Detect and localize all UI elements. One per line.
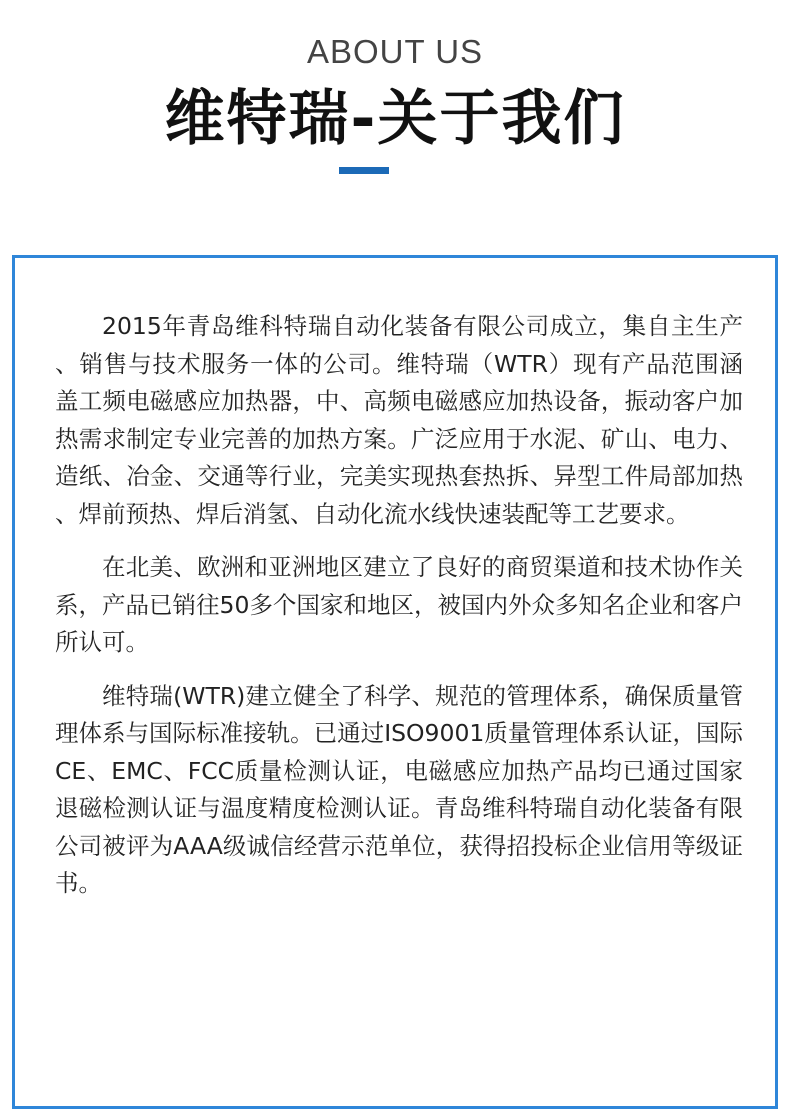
title-underline (339, 167, 389, 174)
page-title: 维特瑞-关于我们 (164, 84, 626, 154)
about-text-body (55, 308, 743, 919)
about-content-box (12, 255, 778, 1109)
paragraph-market-reach: 在北美、欧洲和亚洲地区建立了良好的商贸渠道和技术协作关系，产品已销往50多个国家和地区，被国内外众多知名企业和客户所认可。 (55, 553, 743, 656)
about-us-label: ABOUT US (306, 33, 484, 70)
paragraph-company-intro: 2015年青岛维科特瑞自动化装备有限公司成立，集自主生产、销售与技术服务一体的公司。维特瑞（WTR）现有产品范围涵盖工频电磁感应加热器，中、高频电磁感应加热设备，振动客户加热需求制定专业完善的加热方案。广泛应用于水泥、矿山、电力、造纸、冶金、交通等行业，完美实现热套热拆、异型工件局部加热、焊前预热、焊后消氢、自动化流水线快速装配等工艺要求。 (55, 312, 743, 528)
paragraph-certifications: 维特瑞(WTR)建立健全了科学、规范的管理体系，确保质量管理体系与国际标准接轨。已通过ISO9001质量管理体系认证，国际CE、EMC、FCC质量检测认证，电磁感应加热产品均已通过国家退磁检测认证与温度精度检测认证。青岛维科特瑞自动化装备有限公司被评为AAA级诚信经营示范单位，获得招投标企业信用等级证书。 (55, 681, 743, 897)
